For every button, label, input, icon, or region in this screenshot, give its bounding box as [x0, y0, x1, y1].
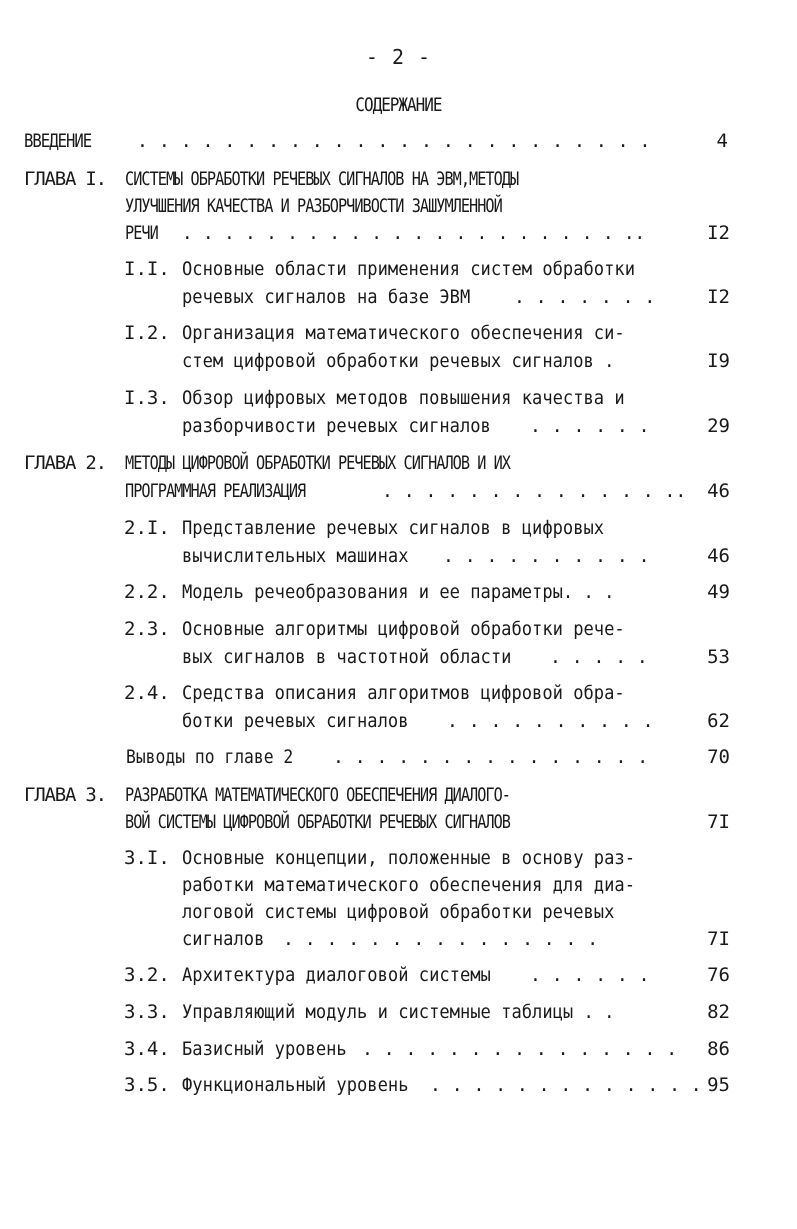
- section-2-4-title-line-2: ботки речевых сигналов: [182, 710, 409, 732]
- chapter-1-page-number: I2: [707, 222, 730, 244]
- section-1-2-title-line-1: Организация математического обеспечения си-: [182, 322, 625, 344]
- chapter-3-prefix: ГЛАВА 3.: [24, 784, 106, 806]
- section-3-4-leader-dots: . . . . . . . . . . . . . . .: [362, 1038, 678, 1060]
- section-2-4-title-line-1: Средства описания алгоритмов цифровой обра-: [182, 682, 625, 704]
- section-3-4-title-line-1: Базисный уровень: [182, 1038, 347, 1060]
- section-1-3-title-line-2: разборчивости речевых сигналов: [182, 415, 491, 437]
- section-3-2-page-number: 76: [707, 964, 730, 986]
- chapter-1-title-line-1: СИСТЕМЫ ОБРАБОТКИ РЕЧЕВЫХ СИГНАЛОВ НА ЭВМ,МЕТОДЫ: [125, 168, 519, 190]
- section-1-1-title-line-1: Основные области применения систем обработки: [182, 258, 635, 280]
- chapter-2-conclusion-title: Выводы по главе 2: [126, 746, 294, 768]
- section-3-1-title-line-2: работки математического обеспечения для диа-: [182, 874, 635, 896]
- section-2-2-number: 2.2.: [124, 581, 170, 603]
- section-2-1-page-number: 46: [707, 545, 730, 567]
- section-3-2-title-line-1: Архитектура диалоговой системы: [182, 964, 491, 986]
- section-1-3-title-line-1: Обзор цифровых методов повышения качества и: [182, 387, 625, 409]
- chapter-3-title-line-2: ВОЙ СИСТЕМЫ ЦИФРОВОЙ ОБРАБОТКИ РЕЧЕВЫХ СИГНАЛОВ: [125, 811, 510, 833]
- section-1-3-number: I.3.: [124, 387, 170, 409]
- section-3-4-page-number: 86: [707, 1038, 730, 1060]
- section-3-1-leader-dots: . . . . . . . . . . . . . . .: [283, 928, 599, 950]
- section-2-1-title-line-1: Представление речевых сигналов в цифровых: [182, 517, 605, 539]
- section-1-2-number: I.2.: [124, 322, 170, 344]
- chapter-2-page-number: 46: [707, 480, 730, 502]
- chapter-2-leader-dots: . . . . . . . . . . . . . ..: [382, 480, 687, 502]
- section-1-3-leader-dots: . . . . . .: [530, 415, 650, 437]
- section-3-1-page-number: 7I: [707, 928, 730, 950]
- contents-title: СОДЕРЖАНИЕ: [355, 94, 442, 116]
- section-2-2-title-line-1: Модель речеобразования и ее параметры. . .: [182, 581, 615, 603]
- section-3-5-leader-dots: . . . . . . . . . . . . .: [430, 1074, 702, 1096]
- chapter-3-title-line-1: РАЗРАБОТКА МАТЕМАТИЧЕСКОГО ОБЕСПЕЧЕНИЯ ДИАЛОГО-: [125, 784, 510, 806]
- chapter-2-title-line-1: МЕТОДЫ ЦИФРОВОЙ ОБРАБОТКИ РЕЧЕВЫХ СИГНАЛОВ И ИХ: [125, 452, 510, 474]
- chapter-2-conclusion-leader-dots: . . . . . . . . . . . . . . .: [333, 746, 649, 768]
- section-3-5-page-number: 95: [707, 1074, 730, 1096]
- chapter-1-prefix: ГЛАВА I.: [24, 168, 106, 190]
- section-2-1-leader-dots: . . . . . . . . . .: [443, 545, 650, 567]
- section-3-5-title-line-1: Функциональный уровень: [182, 1074, 409, 1096]
- chapter-2-prefix: ГЛАВА 2.: [24, 452, 106, 474]
- section-3-3-number: 3.3.: [124, 1001, 170, 1023]
- section-1-2-title-line-2: стем цифровой обработки речевых сигналов .: [182, 350, 615, 372]
- introduction-leader-dots: . . . . . . . . . . . . . . . . . . . . . . . .: [137, 130, 651, 152]
- section-2-1-number: 2.I.: [124, 517, 170, 539]
- page-number: - 2 -: [365, 45, 432, 69]
- section-3-4-number: 3.4.: [124, 1038, 170, 1060]
- section-2-4-page-number: 62: [707, 710, 730, 732]
- section-1-2-page-number: I9: [707, 350, 730, 372]
- section-1-1-title-line-2: речевых сигналов на базе ЭВМ: [182, 286, 471, 308]
- section-3-1-title-line-4: сигналов: [182, 928, 265, 950]
- section-3-1-title-line-3: логовой системы цифровой обработки речевых: [182, 901, 615, 923]
- section-2-4-number: 2.4.: [124, 682, 170, 704]
- section-3-3-title-line-1: Управляющий модуль и системные таблицы . .: [182, 1001, 615, 1023]
- section-2-3-title-line-2: вых сигналов в частотной области: [182, 646, 512, 668]
- section-1-1-page-number: I2: [707, 286, 730, 308]
- section-2-3-leader-dots: . . . . .: [550, 646, 648, 668]
- section-2-3-number: 2.3.: [124, 618, 170, 640]
- section-3-3-page-number: 82: [707, 1001, 730, 1023]
- introduction-page-number: 4: [716, 130, 728, 152]
- chapter-3-page-number: 7I: [707, 811, 730, 833]
- section-2-4-leader-dots: . . . . . . . . . .: [447, 710, 654, 732]
- chapter-1-title-line-3: РЕЧИ: [125, 222, 158, 244]
- chapter-2-conclusion-page-number: 70: [707, 746, 730, 768]
- chapter-1-title-line-2: УЛУЧШЕНИЯ КАЧЕСТВА И РАЗБОРЧИВОСТИ ЗАШУМЛЕННОЙ: [125, 195, 502, 217]
- section-2-3-page-number: 53: [707, 646, 730, 668]
- section-3-2-leader-dots: . . . . . .: [530, 964, 650, 986]
- section-3-2-number: 3.2.: [124, 964, 170, 986]
- section-2-2-page-number: 49: [707, 581, 730, 603]
- section-3-5-number: 3.5.: [124, 1074, 170, 1096]
- section-1-3-page-number: 29: [707, 415, 730, 437]
- section-3-1-title-line-1: Основные концепции, положенные в основу раз-: [182, 847, 635, 869]
- section-2-1-title-line-2: вычислительных машинах: [182, 545, 409, 567]
- chapter-1-leader-dots: . . . . . . . . . . . . . . . . . . . . . ..: [182, 222, 646, 244]
- section-1-1-leader-dots: . . . . . . .: [514, 286, 656, 308]
- section-3-1-number: 3.I.: [124, 847, 170, 869]
- introduction-label: ВВЕДЕНИЕ: [24, 130, 92, 152]
- chapter-2-title-line-2: ПРОГРАММНАЯ РЕАЛИЗАЦИЯ: [125, 480, 306, 502]
- section-2-3-title-line-1: Основные алгоритмы цифровой обработки рече-: [182, 618, 625, 640]
- section-1-1-number: I.I.: [124, 258, 170, 280]
